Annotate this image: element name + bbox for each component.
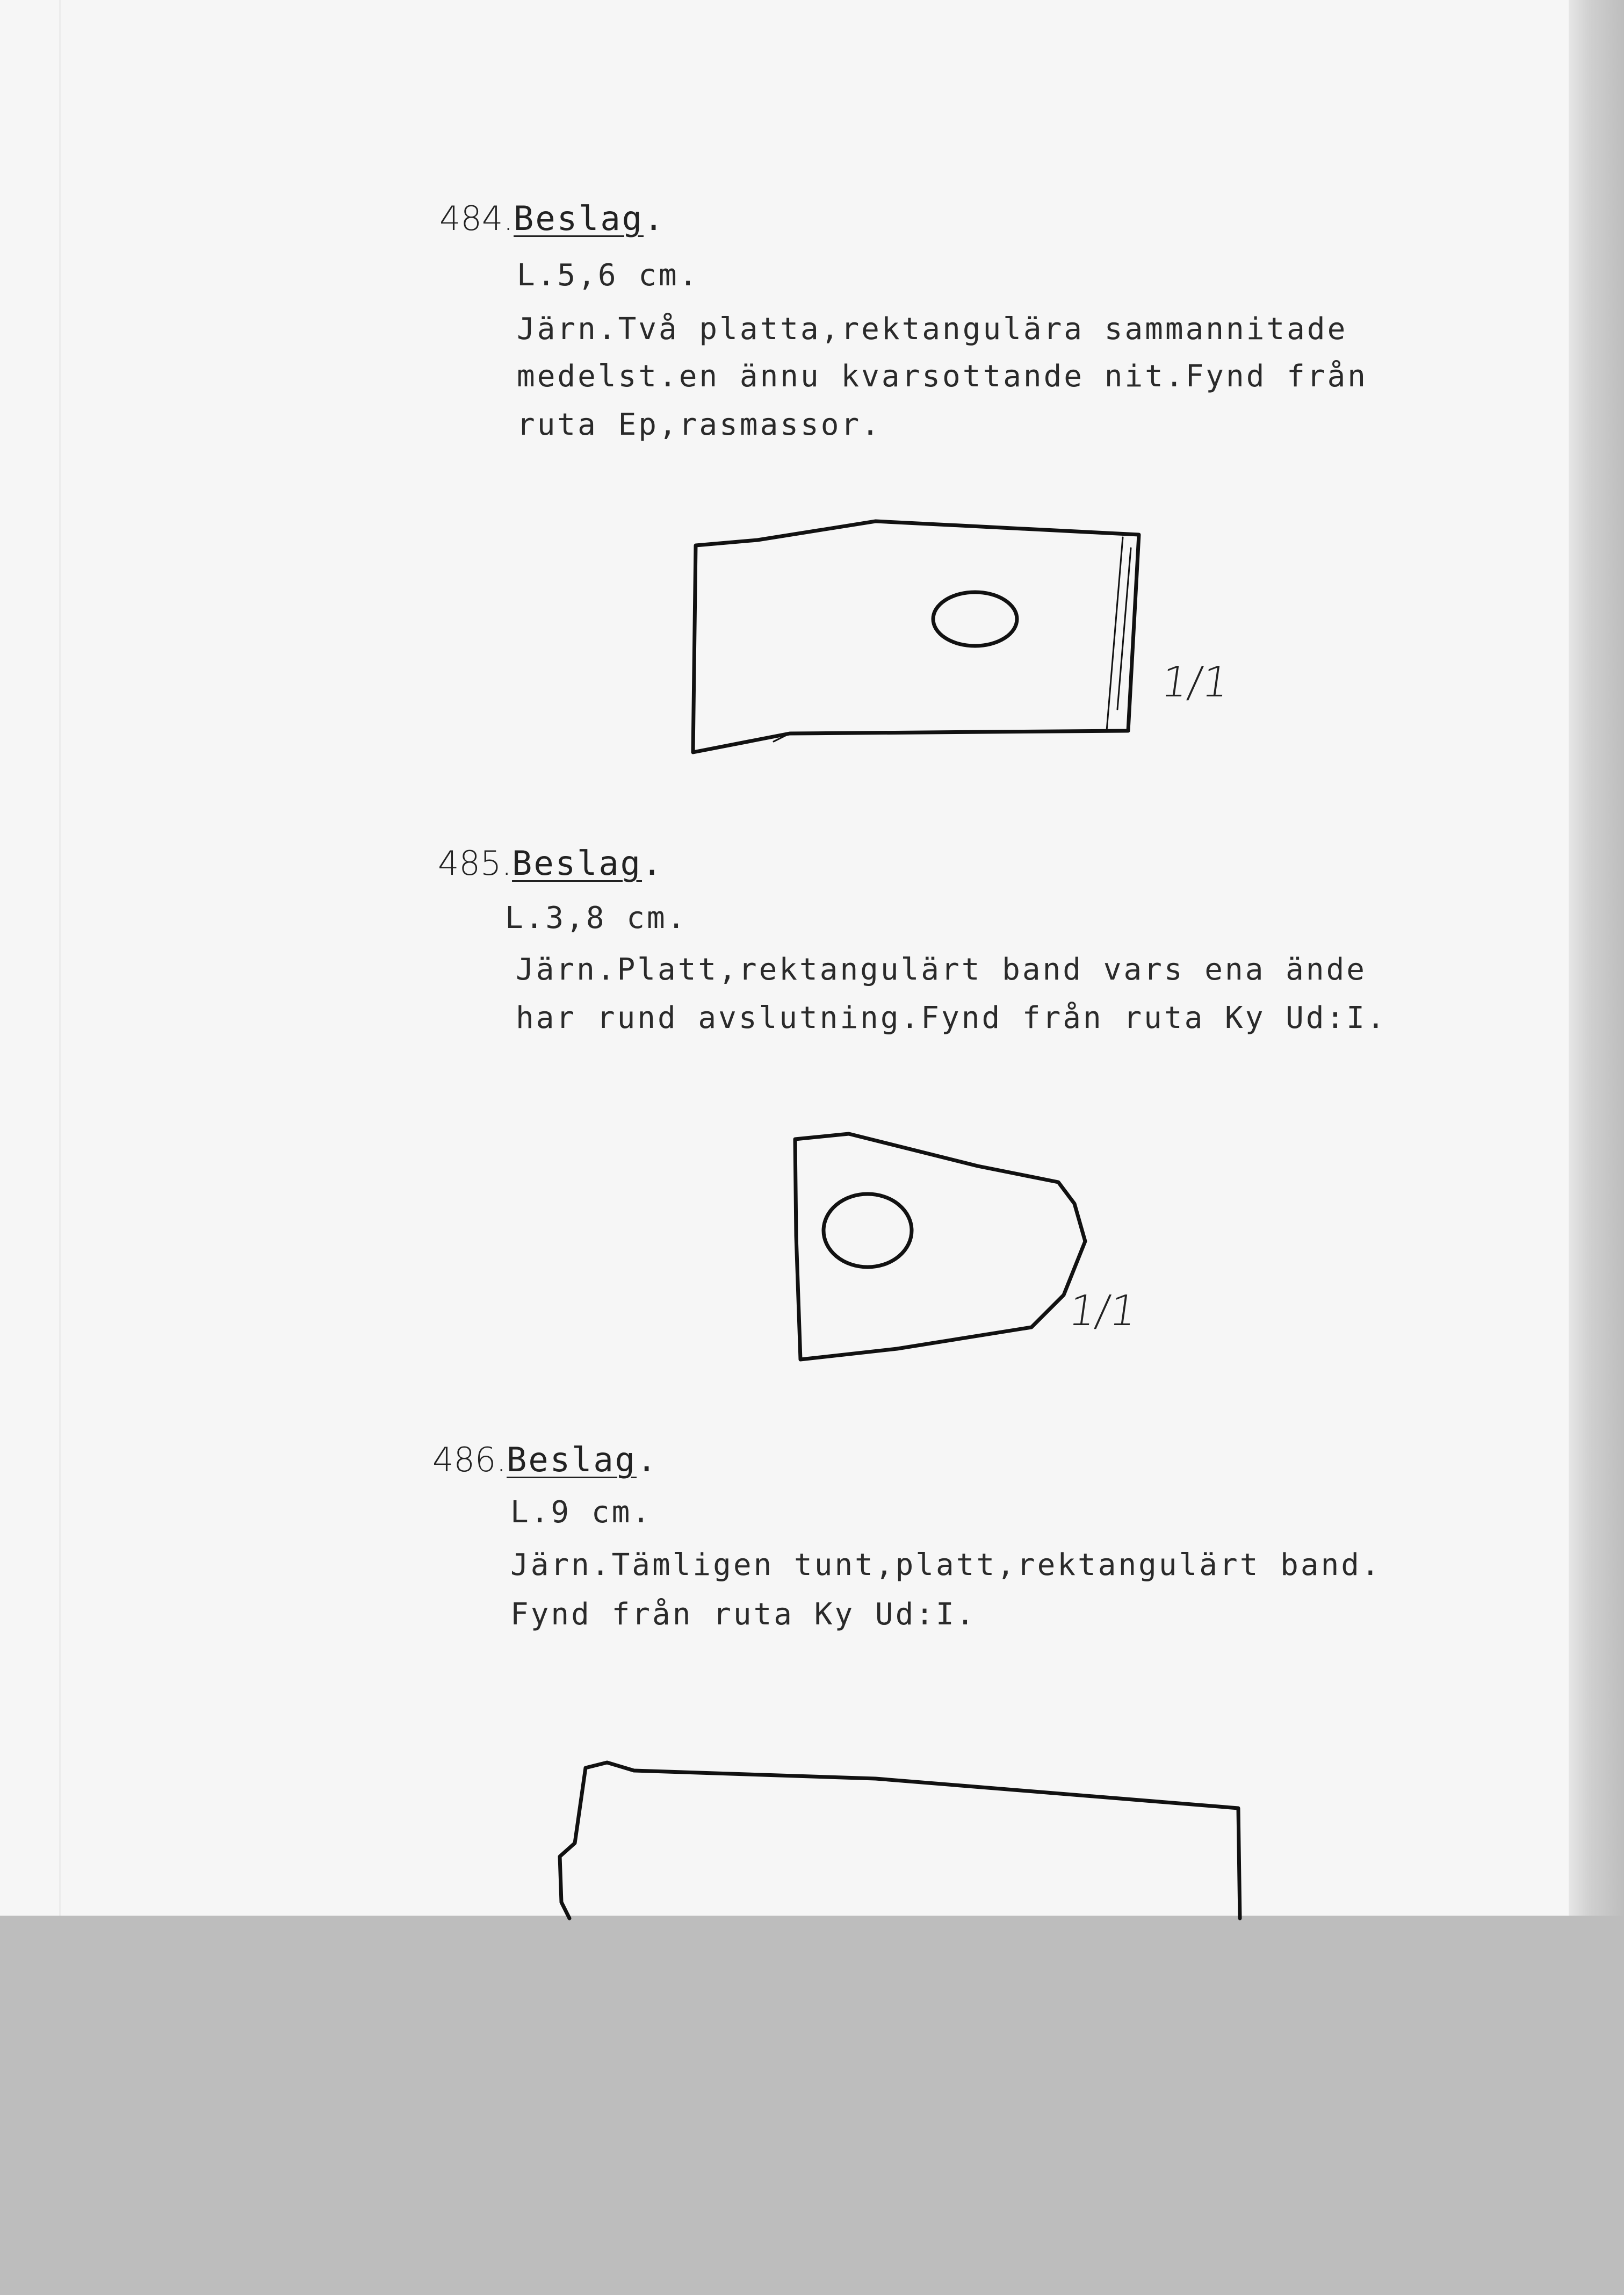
entry-486-desc-line-2: Fynd från ruta Ky Ud:I. (510, 1597, 977, 1632)
entry-484-desc-line-1: Järn.Två platta,rektangulära sammannitade (517, 312, 1348, 347)
entry-484-desc-line-2: medelst.en ännu kvarsottande nit.Fynd från (517, 359, 1368, 394)
artifact-484-drawing (682, 516, 1155, 758)
artifact-486-drawing (553, 1757, 1252, 1918)
entry-title: Beslag (514, 199, 644, 238)
entry-486-heading: 486.Beslag. (432, 1440, 659, 1479)
entry-number: 484. (439, 199, 514, 238)
entry-484-scale: 1/1 (1158, 658, 1232, 707)
page-shadow (1569, 0, 1624, 1916)
entry-484-heading: 484.Beslag. (439, 199, 666, 238)
entry-485-scale: 1/1 (1065, 1287, 1140, 1335)
entry-number: 485. (438, 844, 513, 883)
entry-title: Beslag (512, 844, 643, 883)
rivet-hole (933, 592, 1017, 646)
entry-485-desc-line-1: Järn.Platt,rektangulärt band vars ena ände (516, 952, 1367, 987)
artifact-485-drawing (790, 1128, 1091, 1370)
entry-484-length: L.5,6 cm. (517, 258, 699, 293)
entry-485-length: L.3,8 cm. (505, 901, 688, 936)
entry-485-desc-line-2: har rund avslutning.Fynd från ruta Ky Ud:I. (516, 1001, 1387, 1035)
entry-486-desc-line-1: Järn.Tämligen tunt,platt,rektangulärt band. (510, 1548, 1382, 1582)
entry-484-desc-line-3: ruta Ep,rasmassor. (517, 407, 882, 442)
rivet-hole (824, 1194, 912, 1267)
entry-title: Beslag (507, 1440, 637, 1479)
page-edge-line (59, 0, 61, 1916)
entry-485-heading: 485.Beslag. (438, 844, 664, 883)
entry-number: 486. (432, 1440, 507, 1479)
entry-486-length: L.9 cm. (510, 1495, 653, 1530)
